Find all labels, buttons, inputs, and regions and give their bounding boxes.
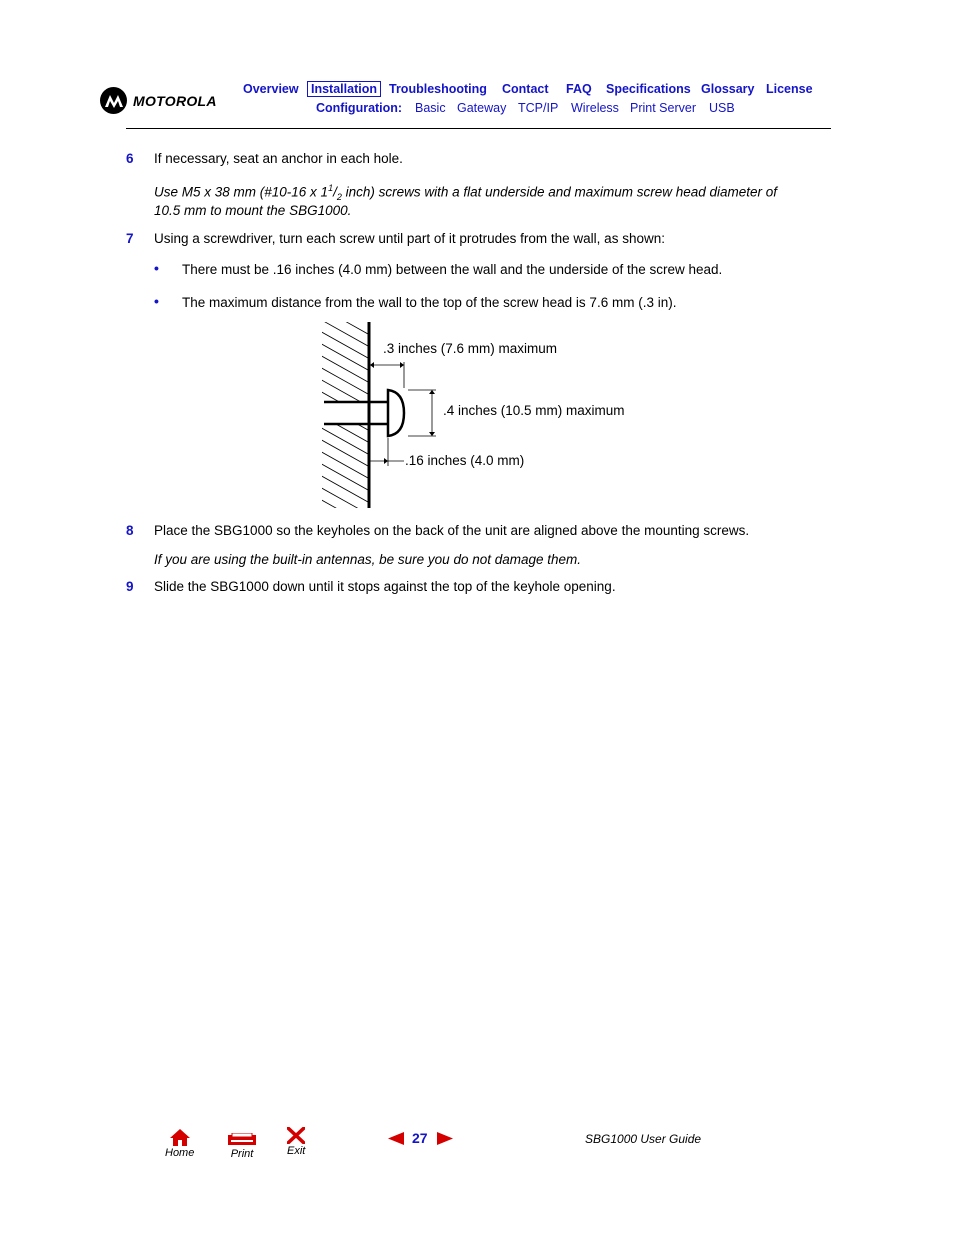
step-6-text: If necessary, seat an anchor in each hole. <box>154 151 403 166</box>
nav-wireless[interactable]: Wireless <box>571 101 619 115</box>
fraction-numerator: 1 <box>328 183 334 193</box>
step-9-text: Slide the SBG1000 down until it stops against the top of the keyhole opening. <box>154 579 616 594</box>
nav-glossary[interactable]: Glossary <box>701 82 755 96</box>
step-9-number: 9 <box>126 579 134 594</box>
dimension-label-bottom: .16 inches (4.0 mm) <box>405 453 525 468</box>
guide-title: SBG1000 User Guide <box>585 1132 702 1146</box>
bullet-2-marker: • <box>154 293 159 309</box>
step-6-number: 6 <box>126 151 134 166</box>
step-6-note-line2: 10.5 mm to mount the SBG1000. <box>154 203 352 218</box>
bullet-1-text: There must be .16 inches (4.0 mm) between the wall and the underside of the screw head. <box>182 262 723 277</box>
motorola-logo <box>100 87 217 114</box>
dimension-label-top: .3 inches (7.6 mm) maximum <box>383 341 558 356</box>
printer-icon <box>227 1133 257 1147</box>
dimension-label-middle: .4 inches (10.5 mm) maximum <box>443 403 625 418</box>
screw-head <box>388 390 404 436</box>
nav-print-server[interactable]: Print Server <box>630 101 696 115</box>
fraction-slash: / <box>333 184 337 200</box>
nav-basic[interactable]: Basic <box>415 101 446 115</box>
nav-tcpip[interactable]: TCP/IP <box>518 101 559 115</box>
exit-button[interactable] <box>287 1127 305 1157</box>
nav-contact[interactable]: Contact <box>502 82 549 96</box>
note-part-a: Use M5 x 38 mm (#10-16 x 1 <box>154 184 329 200</box>
nav-installation[interactable]: Installation <box>307 81 381 97</box>
motorola-batwing-icon <box>100 87 127 114</box>
step-8-number: 8 <box>126 523 134 538</box>
brand-name: MOTOROLA <box>133 92 217 109</box>
nav-faq[interactable]: FAQ <box>566 82 592 96</box>
nav-overview[interactable]: Overview <box>243 82 299 96</box>
close-x-icon <box>287 1127 305 1144</box>
nav-usb[interactable]: USB <box>709 101 735 115</box>
home-button[interactable] <box>165 1129 194 1159</box>
home-icon <box>170 1129 190 1146</box>
step-7-text: Using a screwdriver, turn each screw until part of it protrudes from the wall, as shown: <box>154 231 665 246</box>
step-6-note <box>154 183 777 202</box>
print-button[interactable] <box>227 1133 257 1160</box>
home-label: Home <box>165 1147 195 1159</box>
page-number: 27 <box>412 1130 428 1146</box>
bullet-2-text: The maximum distance from the wall to the top of the screw head is 7.6 mm (.3 in). <box>182 295 677 310</box>
nav-specifications[interactable]: Specifications <box>606 82 691 96</box>
note-part-b: inch) screws with a flat underside and maximum screw head diameter of <box>341 184 778 200</box>
config-label: Configuration: <box>316 101 403 115</box>
fraction-denominator: 2 <box>336 192 342 203</box>
print-label: Print <box>230 1148 254 1160</box>
nav-gateway[interactable]: Gateway <box>457 101 507 115</box>
bullet-1-marker: • <box>154 260 159 276</box>
exit-label: Exit <box>287 1145 306 1157</box>
nav-troubleshooting[interactable]: Troubleshooting <box>389 82 487 96</box>
previous-page-arrow-icon[interactable] <box>388 1132 404 1145</box>
step-8-note: If you are using the built-in antennas, be sure you do not damage them. <box>154 552 582 567</box>
nav-license[interactable]: License <box>766 82 813 96</box>
next-page-arrow-icon[interactable] <box>437 1132 453 1145</box>
header-divider <box>126 128 831 129</box>
step-8-text: Place the SBG1000 so the keyholes on the back of the unit are aligned above the mounting screws. <box>154 523 750 538</box>
step-7-number: 7 <box>126 231 134 246</box>
screw-shank <box>322 402 388 424</box>
